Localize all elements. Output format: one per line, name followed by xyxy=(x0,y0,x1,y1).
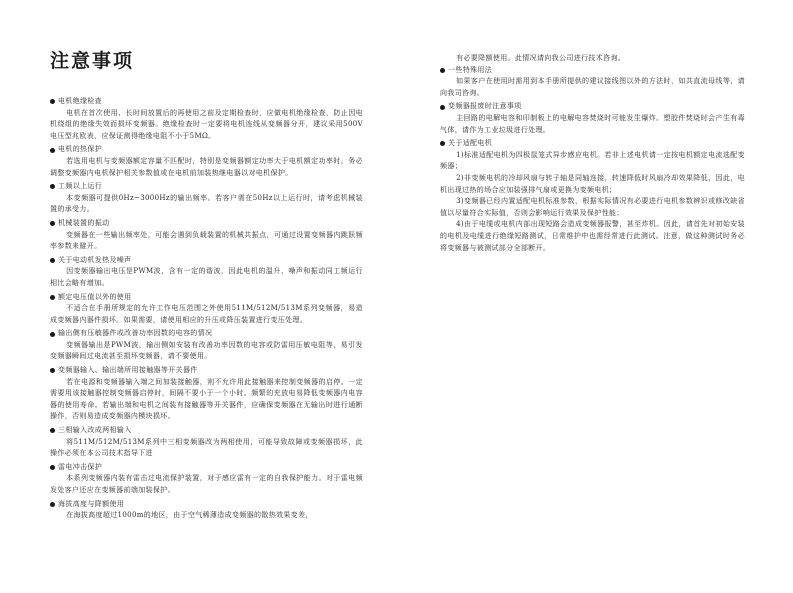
section-body: 若在电源和变频器输入端之间加装接触器，则不允许用此接触器来控制变频器的启停。一定需要用该接触器控制变频器启停时，间隔不要小于一个小时。频繁的充放电易降低变频器内电容器的使用寿命。若输出端和电机之间装有接触器等开关器件，应确保变频器在无输出时进行通断操作，否则易造成变频器内模块损坏。 xyxy=(50,377,363,421)
bullet-icon xyxy=(50,332,55,337)
bullet-icon xyxy=(50,295,55,300)
section-heading xyxy=(50,218,363,230)
section-heading-text: 工频以上运行 xyxy=(58,182,103,191)
section-heading xyxy=(440,138,745,150)
section-body: 如果客户在使用时需用到本手册所提供的建议接线图以外的方法时，如共直流母线等，请向我司咨询。 xyxy=(440,77,745,97)
section-disposal xyxy=(440,101,745,136)
motor-note-2: 2)非变频电机的冷却风扇与转子轴是同轴连接，转速降低时风扇冷却效果降低，因此，电机出现过热的场合应加装强排气扇或更换为变频电机； xyxy=(440,173,745,194)
motor-note-4: 4)由于电缆或电机内部出现短路会造成变频器报警，甚至炸机。因此，请首先对初始安装的电机及电缆进行绝缘短路测试，日常维护中也需经常进行此测试。注意，做这种测试时务必将变频器与被测试部分全部断开。 xyxy=(440,220,745,252)
bullet-icon xyxy=(440,141,445,146)
section-body: 若选用电机与变频器额定容量不匹配时，特别是变频器额定功率大于电机额定功率时，务必调整变频器内电机保护相关参数值或在电机前加装热继电器以对电机保护。 xyxy=(50,156,363,177)
section-heading-text: 输出侧有压敏器件或改善功率因数的电容的情况 xyxy=(58,329,213,338)
right-column xyxy=(440,53,745,256)
section-heading-text: 一些特殊用法 xyxy=(448,65,493,74)
section-altitude-derating xyxy=(50,499,363,522)
section-heading-text: 关于电动机发热及噪声 xyxy=(58,255,132,264)
bullet-icon xyxy=(50,368,55,373)
section-body: 电机在首次使用、长时间放置后的再使用之前及定期检查时，应做电机绝缘检查，防止因电机绕组的绝缘失效而损坏变频器。绝缘检查时一定要将电机连线从变频器分开，建议采用500V电压型兆欧表，应保证测得绝缘电阻不小于5MΩ。 xyxy=(50,108,363,140)
section-voltage-range xyxy=(50,292,363,327)
section-heading-text: 雷电冲击保护 xyxy=(58,462,103,471)
section-heading-text: 电机的热保护 xyxy=(58,145,103,154)
section-contactors xyxy=(50,365,363,423)
section-special-usage xyxy=(440,65,745,100)
section-heading xyxy=(440,65,745,77)
bullet-icon xyxy=(440,68,445,73)
section-heading xyxy=(440,101,745,113)
section-heading xyxy=(50,181,363,193)
bullet-icon xyxy=(50,148,55,153)
section-thermal-protection xyxy=(50,144,363,179)
section-heading xyxy=(50,425,363,437)
section-above-line-frequency xyxy=(50,181,363,216)
section-heading-text: 关于适配电机 xyxy=(448,139,493,148)
section-body: 不适合在手册所规定的允许工作电压范围之外使用511M/512M/513M系列变频器，易造成变频器内器件损坏。如果需要，请使用相应的升压或降压装置进行变压处理。 xyxy=(50,304,363,324)
bullet-icon xyxy=(50,465,55,470)
continuation-text: 有必要降额使用。此情况请向我公司进行技术咨询。 xyxy=(456,54,626,62)
motor-note-3: 3)变频器已经内置适配电机标准参数，根据实际情况有必要进行电机参数辨识或修改缺省值以尽量符合实际值，否则会影响运行效果及保护性能； xyxy=(440,197,745,217)
page-title: 注意事项 xyxy=(50,50,135,72)
section-heading xyxy=(50,462,363,474)
section-mechanical-vibration xyxy=(50,218,363,253)
section-output-capacitor xyxy=(50,328,363,363)
section-heading xyxy=(50,365,363,377)
section-heading xyxy=(50,144,363,156)
section-heading xyxy=(50,328,363,340)
section-heading-text: 海拔高度与降额使用 xyxy=(58,499,125,508)
section-heading-text: 三相输入改成两相输入 xyxy=(58,426,132,435)
bullet-icon xyxy=(50,428,55,433)
left-column xyxy=(50,96,363,524)
section-heading xyxy=(50,292,363,304)
section-insulation-check xyxy=(50,96,363,142)
bullet-icon xyxy=(50,258,55,263)
bullet-icon xyxy=(440,105,445,110)
section-body: 本变频器可提供0Hz~3000Hz的输出频率。若客户需在50Hz以上运行时，请考虑机械装置的承受力。 xyxy=(50,193,363,214)
section-body: 将511M/512M/513M系列中三相变频器改为两相使用，可能导致故障或变频器损坏，此操作必须在本公司技术指导下进 xyxy=(50,437,363,458)
section-heading-text: 变频器输入、输出端所用接触器等开关器件 xyxy=(58,366,198,375)
section-body: 变频器在一些输出频率处，可能会遇到负载装置的机械共振点，可通过设置变频器内跳跃频率参数来避开。 xyxy=(50,230,363,251)
bullet-icon xyxy=(50,99,55,104)
section-heading-text: 机械装置的振动 xyxy=(58,218,110,227)
section-body: 因变频器输出电压是PWM波，含有一定的谐波，因此电机的温升、噪声和振动同工频运行相比会略有增加。 xyxy=(50,267,363,287)
section-body: 本系列变频器内装有雷击过电流保护装置，对于感应雷有一定的自我保护能力。对于雷电频发处客户还应在变频器前端加装保护。 xyxy=(50,474,363,494)
section-heading-text: 变频器报废时注意事项 xyxy=(448,102,522,111)
section-body: 在海拔高度超过1000m的地区，由于空气稀薄造成变频器的散热效果变差， xyxy=(66,511,313,520)
section-three-to-two-phase xyxy=(50,425,363,460)
section-heading xyxy=(50,96,363,108)
section-adapted-motor xyxy=(440,138,745,254)
bullet-icon xyxy=(50,184,55,189)
section-body: 变频器输出是PWM波，输出侧如安装有改善功率因数的电容或防雷用压敏电阻等，易引发变频器瞬间过电流甚至损坏变频器，请不要使用。 xyxy=(50,340,363,361)
section-body: 主回路的电解电容和印制板上的电解电容焚烧时可能发生爆炸。塑胶件焚烧时会产生有毒气体，请作为工业垃圾进行处理。 xyxy=(440,113,745,134)
section-heading xyxy=(50,255,363,267)
section-heading-text: 电机绝缘检查 xyxy=(58,97,103,105)
section-lightning-protection xyxy=(50,462,363,497)
bullet-icon xyxy=(50,502,55,507)
section-heading-text: 额定电压值以外的使用 xyxy=(58,292,132,301)
bullet-icon xyxy=(50,221,55,226)
section-motor-heat-noise xyxy=(50,255,363,290)
motor-note-1: 1)标准适配电机为四极鼠笼式异步感应电机。若非上述电机请一定按电机额定电流选配变频器； xyxy=(440,150,745,171)
section-heading xyxy=(50,499,363,511)
